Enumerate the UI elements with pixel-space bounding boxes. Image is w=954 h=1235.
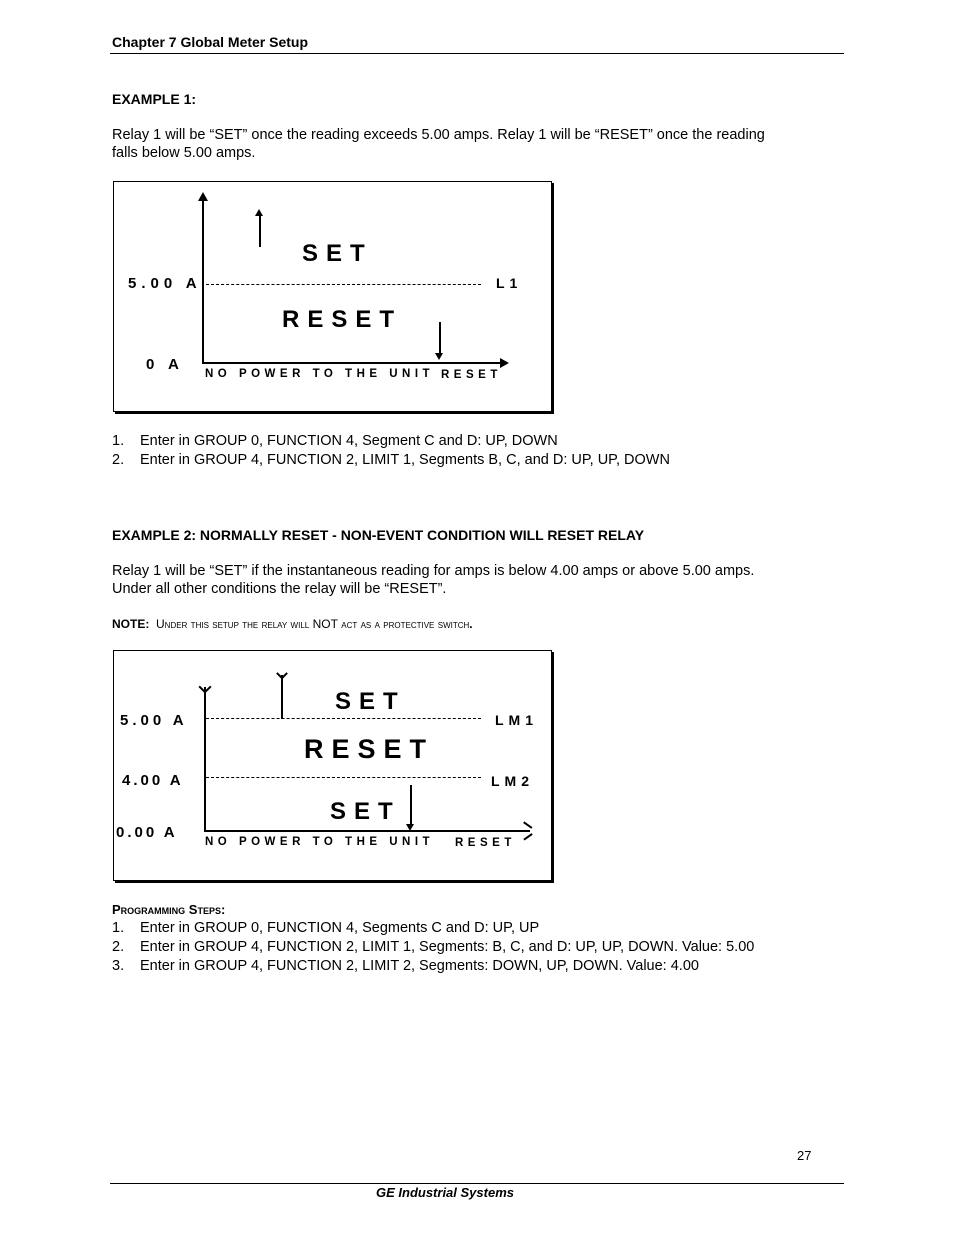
x-axis-arrow-lower-icon bbox=[523, 833, 532, 840]
note-end: . bbox=[469, 617, 473, 631]
list-item: 1. Enter in GROUP 0, FUNCTION 4, Segments C and D: UP, UP bbox=[112, 920, 540, 936]
example1-body-line2: falls below 5.00 amps. bbox=[112, 145, 256, 161]
reset-label: RESET bbox=[282, 306, 403, 333]
example2-body bbox=[112, 562, 754, 598]
example1-diagram bbox=[113, 181, 552, 412]
list-item: 1. Enter in GROUP 0, FUNCTION 4, Segment C and D: UP, DOWN bbox=[112, 433, 558, 449]
y-500-label: 5.00 A bbox=[120, 712, 188, 729]
x-axis bbox=[202, 362, 502, 364]
note-not: NOT bbox=[312, 617, 338, 631]
note bbox=[112, 617, 473, 631]
header-rule bbox=[110, 53, 844, 54]
note-text-2: act as a protective switch bbox=[341, 617, 470, 631]
down-arrow-icon bbox=[410, 785, 412, 827]
example1-body bbox=[112, 126, 765, 162]
up-arrow-icon bbox=[259, 214, 261, 247]
example2-diagram bbox=[113, 650, 552, 881]
limit-line-lm1 bbox=[206, 718, 481, 719]
set-top-label: SET bbox=[335, 688, 406, 715]
limit-line-lm2 bbox=[206, 777, 481, 778]
y-high-label: 5.00 A bbox=[128, 275, 202, 292]
limit-line bbox=[206, 284, 481, 285]
x-axis-arrow-icon bbox=[523, 821, 532, 828]
lm2-label: LM2 bbox=[491, 773, 534, 789]
x-right-label: RESET bbox=[455, 837, 516, 849]
down-arrow-head-icon bbox=[406, 824, 414, 831]
y-000-label: 0.00 A bbox=[116, 824, 178, 841]
x-left-label: NO POWER TO THE UNIT bbox=[205, 368, 435, 380]
example2-body-line2: Under all other conditions the relay will be “RESET”. bbox=[112, 581, 447, 597]
limit-label: L1 bbox=[496, 275, 523, 291]
x-axis-arrow-icon bbox=[500, 358, 509, 368]
x-left-label: NO POWER TO THE UNIT bbox=[205, 836, 435, 848]
example1-heading: EXAMPLE 1: bbox=[112, 91, 197, 107]
programming-steps-title: Programming Steps: bbox=[112, 902, 226, 917]
example2-body-line1: Relay 1 will be “SET” if the instantaneous reading for amps is below 4.00 amps or above 5.00 amps. bbox=[112, 563, 755, 579]
y-400-label: 4.00 A bbox=[122, 772, 184, 789]
footer-rule bbox=[110, 1183, 844, 1184]
list-item: 2. Enter in GROUP 4, FUNCTION 2, LIMIT 1, Segments: B, C, and D: UP, UP, DOWN. Value: 5.00 bbox=[112, 939, 755, 955]
down-arrow-head-icon bbox=[435, 353, 443, 360]
example1-body-line1: Relay 1 will be “SET” once the reading exceeds 5.00 amps. Relay 1 will be “RESET” once the reading bbox=[112, 127, 765, 143]
y-low-label: 0 A bbox=[146, 356, 184, 373]
example2-heading: EXAMPLE 2: NORMALLY RESET - NON-EVENT CONDITION WILL RESET RELAY bbox=[112, 527, 645, 543]
footer-text: GE Industrial Systems bbox=[376, 1185, 514, 1200]
down-arrow-icon bbox=[439, 322, 441, 354]
chapter-header: Chapter 7 Global Meter Setup bbox=[112, 34, 309, 50]
note-text-1: Under this setup the relay will bbox=[156, 617, 310, 631]
list-item: 3. Enter in GROUP 4, FUNCTION 2, LIMIT 2, Segments: DOWN, UP, DOWN. Value: 4.00 bbox=[112, 958, 699, 974]
up-arrow-head-icon bbox=[255, 209, 263, 216]
example2-steps bbox=[112, 919, 832, 976]
up-arrow-head-right-icon bbox=[281, 672, 287, 678]
note-label: NOTE: bbox=[112, 617, 150, 631]
reset-label: RESET bbox=[304, 734, 435, 764]
set-bottom-label: SET bbox=[330, 798, 401, 825]
y-axis bbox=[202, 200, 204, 363]
x-axis bbox=[204, 830, 530, 832]
x-right-label: RESET bbox=[441, 369, 502, 381]
lm1-label: LM1 bbox=[495, 712, 538, 728]
up-arrow-icon bbox=[281, 675, 283, 719]
list-item: 2. Enter in GROUP 4, FUNCTION 2, LIMIT 1, Segments B, C, and D: UP, UP, DOWN bbox=[112, 452, 670, 468]
y-axis bbox=[204, 687, 206, 832]
page-number: 27 bbox=[797, 1148, 812, 1163]
example1-steps bbox=[112, 432, 832, 470]
set-label: SET bbox=[302, 240, 373, 267]
